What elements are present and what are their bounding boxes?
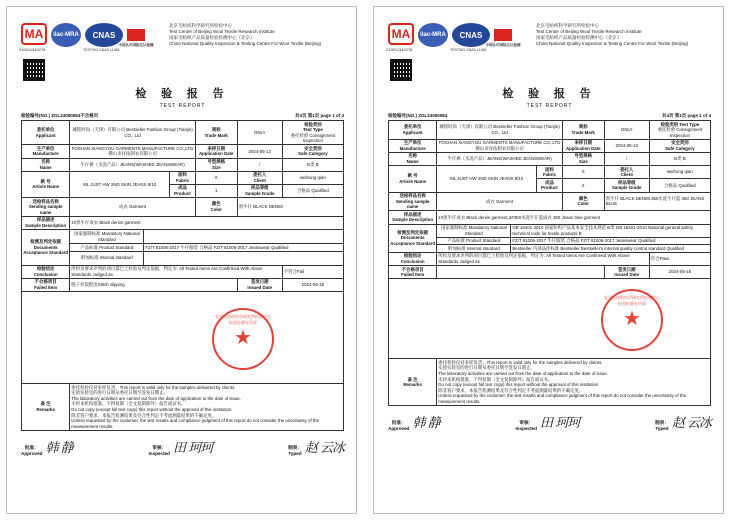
appdate-value: 2024-05-13 xyxy=(237,145,282,158)
report-number: 检验编号(NO.) ZGL24050084不合格页 xyxy=(21,113,99,118)
inspected-signature: 审核： Inspected 田 珂珂 xyxy=(515,416,580,431)
ilac-logo: ilac-MRA xyxy=(51,23,81,47)
issued-value: 2024-05-16 xyxy=(282,278,343,291)
product-standard-label: 产品标准 Product Standard xyxy=(437,237,511,245)
table-row: 备 注 Remarks 委托检验仅对来样负责。This report is valid only for the samples delivered by clients. 实验实验室的进行日期从委托日期至签发日期止。 The laboratory activities are carried out from the date of application to the date of issue. 未经本机构批准，不得复制（全文复制除外）报告或证书。 Do not copy (except full text copy) this report without the approval of this institution 除非客户要求，本报告检测结果及符合性判定不考虑测量结果的不确定度。 Unless requested by the customer, the test results and compliance judgment of this report do not consider the uncertainty of the measurement results. xyxy=(389,359,711,406)
table-row: 生产单位 Manufacture FOSHAN XIANGYOU GARMENTS MANUFACTURE CO.,LTD佛山市祥佑制衣有限公司 来样日期 Application Date 2024-05-13 安全类别 Safe Category xyxy=(389,139,711,152)
table-row: 送检样品名称 Sending sample name 成衣 Garment 颜色 Color 黑牛仔 BLACK DENIM,350水洗牛仔蓝 350 JEANS BLUE xyxy=(389,192,711,211)
report-table xyxy=(388,120,711,406)
testtype-value xyxy=(649,121,710,140)
table-row: 样品描述 Sample Description 1#黑牛仔成衣 Black denim garment xyxy=(22,216,344,229)
report-subtitle: TEST REPORT xyxy=(526,103,573,109)
page-indicator: 共3页 第1页 page 1 of 3 xyxy=(294,113,344,118)
color-value: 黑牛仔 BLACK DENIM xyxy=(237,198,343,217)
product-value: 1 xyxy=(195,184,237,197)
table-row xyxy=(389,237,711,245)
article-value: ML JUST HW 2ND SKIN JEANS 9/10 xyxy=(437,166,537,192)
size-value: / xyxy=(604,152,649,165)
ilac-logo: ilac-MRA xyxy=(418,23,448,47)
report-header xyxy=(388,21,711,79)
ma-logo: MA xyxy=(388,23,414,45)
client-value: weihong qian xyxy=(282,171,343,184)
cma-icon xyxy=(494,29,512,41)
table-row: 款 号 Article Name ML JUST HW 2ND SKIN JEANS 9/10 面料 Fabric 0 委托人 Client weihong qian xyxy=(22,171,344,184)
report-table xyxy=(21,120,344,431)
internal-standard-label: 附加标准 Internal standard xyxy=(70,251,144,265)
conclusion-result: 符合Pass xyxy=(649,252,710,265)
testtype-text: 委托检验 Consignment Inspection xyxy=(657,127,703,138)
institute-block: 北京毛纺织科学研究所检验中心 Test Center of Beijing Wool Textile Research Institute 国家毛纺织产品质量检验检测中心（北京） China National Quality Inspection & Testing Centre For Wool Textile (Beijing) xyxy=(169,23,322,46)
institute-block: 北京毛纺织科学研究所检验中心 Test Center of Beijing Wool Textile Research Institute 国家毛纺织产品质量检验检测中心（北京） China National Quality Inspection & Testing Centre For Wool Textile (Beijing) xyxy=(536,23,689,46)
cma-icon xyxy=(127,29,145,41)
table-row xyxy=(389,279,711,359)
article-value: ML JUST HW 2ND SKIN JEANS 9/10 xyxy=(70,171,170,197)
table-row: 检验结论 Conclusion 所检及要求评判的项目都已上检验及判定依据，判定为: All Tested Items Are Confirmed With Above Standards Judged as 符合Pass xyxy=(389,252,711,265)
report-number-line xyxy=(388,113,711,119)
description-value: 1#黑牛仔成衣 Black denim garment,2#350水洗牛仔蓝成衣 350 Jeans blue garment xyxy=(437,211,711,224)
report-number: 检验编号(NO.) ZGL24050084 xyxy=(388,113,448,118)
name-value: 牛仔裤（水洗产品）JEANS(WASHED JEANSWEAR) xyxy=(70,158,196,171)
mandatory-value: GB 18401-2010 国家纺织产品基本安全技术规范 B类 GB 18401-2010 National general safety technical code for textile products B xyxy=(511,224,711,237)
internal-standard-label: 附加标准 Internal standard xyxy=(437,245,511,253)
table-row: 名称 Name 牛仔裤（水洗产品）JEANS(WASHED JEANSWEAR) 号型规格 Size / B类 B xyxy=(22,158,344,171)
qr-code-icon xyxy=(390,59,412,81)
conclusion-value: 所检及要求评判的项目都已上检验及判定依据，判定为: All Tested Items Are Confirmed With Above Standards Judged as xyxy=(70,265,282,278)
applicant-value: 城铭时尚（天津）有限公司 Bestseller Fashion Group (Tianjin) CO., Ltd xyxy=(437,121,563,140)
cma-logo: 中国认可国际互认检测 xyxy=(494,23,512,53)
table-row: 不合格项目 Failed Item 缝子拉裂程度Stitch slipping 签发日期 Issued Date 2024-05-16 xyxy=(22,278,344,291)
table-row xyxy=(22,251,344,265)
applicant-value: 城铭时尚（天津）有限公司 Bestseller Fashion Group (Tianjin) CO., Ltd xyxy=(70,121,196,145)
typed-signature: 制表： Typed 赵 云冰 xyxy=(288,440,344,456)
typed-signature: 制表： Typed 赵 云冰 xyxy=(655,416,711,431)
fabric-value: 0 xyxy=(195,171,237,184)
trademark-value: ONLY xyxy=(237,121,282,145)
mandatory-value xyxy=(144,230,344,244)
remarks-value: 委托检验仅对来样负责。This report is valid only for the samples delivered by clients. 实验实验室的进行日期从委托日期至签发日期止。 The laboratory activities are carried out from the date of application to the date of issue. 未经本机构批准，不得复制（全文复制除外）报告或证书。 Do not copy (except full text copy) this report without the approval of this institution 除非客户要求，本报告检测结果及符合性判定不考虑测量结果的不确定度。 Unless requested by the customer, the test results and compliance judgment of this report do not consider the uncertainty of the measurement results. xyxy=(70,384,344,431)
cnas-logo: CNAS xyxy=(85,23,123,47)
testtype-label: 检验类别 Test Type xyxy=(660,121,700,127)
report-header xyxy=(21,21,344,79)
report-subtitle: TEST REPORT xyxy=(159,103,206,109)
ma-logo: MA xyxy=(21,23,47,45)
table-row: 成品 Product 1 样品等级 Sample Grade 合格品 Qualified xyxy=(22,184,344,197)
product-standard-value: FZ/T 81006-2017 牛仔服装 合格品 FZ/T 81006-2017 Jeanswear Qualified xyxy=(144,244,344,252)
cnas-number: TESTING CNAS L1484 xyxy=(450,48,487,52)
grade-value: 合格品 Qualified xyxy=(282,184,343,197)
trademark-value: ONLY xyxy=(604,121,649,140)
remarks-value: 委托检验仅对来样负责。This report is valid only for the samples delivered by clients. 实验实验室的进行日期从委托日期至签发日期止。 The laboratory activities are carried out from the date of application to the date of issue. 未经本机构批准，不得复制（全文复制除外）报告或证书。 Do not copy (except full text copy) this report without the approval of this institution 除非客户要求，本报告检测结果及符合性判定不考虑测量结果的不确定度。 Unless requested by the customer, the test results and compliance judgment of this report do not consider the uncertainty of the measurement results. xyxy=(437,359,711,406)
sending-value: 成衣 Garment xyxy=(437,192,563,211)
color-value: 黑牛仔 BLACK DENIM,350水洗牛仔蓝 350 JEANS BLUE xyxy=(604,192,710,211)
star-icon: ★ xyxy=(623,308,641,331)
inspected-signature: 审核： Inspected 田 珂珂 xyxy=(148,440,213,456)
client-value: weihong qian xyxy=(649,166,710,179)
approved-signature: 批准： Approved 韩 静 xyxy=(388,416,440,431)
testtype-cell: 检验类别 Test Type 委托检验 Consignment Inspection xyxy=(282,121,343,145)
seal-area xyxy=(389,279,711,359)
table-row: 不合格项目 Failed Item 签发日期 Issued Date 2024-05-16 xyxy=(389,266,711,279)
table-row xyxy=(389,245,711,253)
qr-code-icon xyxy=(23,59,45,81)
report-sheet-right xyxy=(373,6,724,514)
star-icon: ★ xyxy=(234,327,252,350)
official-seal: 北京毛纺织科学研究所检验中心 检验检测专用章 ★ xyxy=(212,308,274,370)
internal-standard-value: Bestseller 内部品控标准 Bestseller Bestseller's internal quality control standard Qualified xyxy=(511,245,711,253)
table-row: 款 号 Article Name ML JUST HW 2ND SKIN JEANS 9/10 面料 Fabric 0 委托人 Client weihong qian xyxy=(389,166,711,179)
appdate-value: 2024-05-13 xyxy=(604,139,649,152)
table-row: 生产单位 Manufacture FOSHAN XIANGYOU GARMENTS MANUFACTURE CO.,LTD佛山市祥佑制衣有限公司 来样日期 Application Date 2024-05-13 安全类别 Safe Category xyxy=(22,145,344,158)
report-sheet-left xyxy=(6,6,357,514)
table-row: 检测及判定依据 Documents Acceptance Standard 国家强制标准 Mandatory National Standard GB 18401-2010 国家纺织产品基本安全技术规范 B类 GB 18401-2010 National general safety technical code for textile products B xyxy=(389,224,711,237)
ma-number: 210011340278 xyxy=(19,47,46,52)
ma-number: 210011340278 xyxy=(386,47,413,52)
internal-standard-value xyxy=(144,251,344,265)
table-row: 委托单位 Applicant 城铭时尚（天津）有限公司 Bestseller Fashion Group (Tianjin) CO., Ltd 商标 Trade Mark ONLY 检验类别 Test Type 委托检验 Consignment Inspection xyxy=(22,121,344,145)
safecat-value: B类 B xyxy=(649,152,710,165)
report-number-line xyxy=(21,113,344,119)
description-value: 1#黑牛仔成衣 Black denim garment xyxy=(70,216,344,229)
name-value: 牛仔裤（水洗产品）JEANS(WASHED JEANSWEAR) xyxy=(437,152,563,165)
table-row: 成品 Product 2 样品等级 Sample Grade 合格品 Qualified xyxy=(389,179,711,192)
product-standard-label: 产品标准 Product Standard xyxy=(70,244,144,252)
safecat-value: B类 B xyxy=(282,158,343,171)
product-value: 2 xyxy=(562,179,604,192)
report-title: 检 验 报 告 xyxy=(502,88,597,100)
product-standard-value: FZ/T 81006-2017 牛仔服装 合格品 FZ/T 81006-2017 Jeanswear Qualified xyxy=(511,237,711,245)
testtype-value: 委托检验 Consignment Inspection xyxy=(290,132,336,144)
size-value: / xyxy=(237,158,282,171)
cnas-number: TESTING CNAS L1484 xyxy=(83,48,120,52)
sending-value: 成衣 Garment xyxy=(70,198,196,217)
failed-value: 缝子拉裂程度Stitch slipping xyxy=(70,278,237,291)
grade-value: 合格品 Qualified xyxy=(649,179,710,192)
conclusion-result: 不符合Fail xyxy=(282,265,343,278)
table-row xyxy=(22,244,344,252)
table-row: 检测及判定依据 Documents Acceptance Standard 国家强制标准 Mandatory National Standard xyxy=(22,230,344,244)
fabric-value: 0 xyxy=(562,166,604,179)
table-row: 备 注 Remarks 委托检验仅对来样负责。This report is valid only for the samples delivered by clients. 实验实验室的进行日期从委托日期至签发日期止。 The laboratory activities are carried out from the date of application to the date of issue. 未经本机构批准，不得复制（全文复制除外）报告或证书。 Do not copy (except full text copy) this report without the approval of this institution 除非客户要求，本报告检测结果及符合性判定不考虑测量结果的不确定度。 Unless requested by the customer, the test results and compliance judgment of this report do not consider the uncertainty of the measurement results. xyxy=(22,384,344,431)
table-row: 检验结论 Conclusion 所检及要求评判的项目都已上检验及判定依据，判定为: All Tested Items Are Confirmed With Above Standards Judged as 不符合Fail xyxy=(22,265,344,278)
signature-row xyxy=(388,412,711,431)
report-title: 检 验 报 告 xyxy=(135,88,230,100)
table-row: 送检样品名称 Sending sample name 成衣 Garment 颜色 Color 黑牛仔 BLACK DENIM xyxy=(22,198,344,217)
seal-area xyxy=(22,292,344,384)
page-indicator: 共4页 第1页 page 1 of 4 xyxy=(661,113,711,118)
mandatory-label: 国家强制标准 Mandatory National Standard xyxy=(70,230,144,244)
approved-signature: 批准： Approved 韩 静 xyxy=(21,440,73,456)
table-row: 委托单位 Applicant 城铭时尚（天津）有限公司 Bestseller Fashion Group (Tianjin) CO., Ltd 商标 Trade Mark ONLY 检验类别 Test Type 委托检验 Consignment Inspection xyxy=(389,121,711,140)
official-seal: 北京毛纺织科学研究所检验中心 检验检测专用章 ★ xyxy=(601,289,663,351)
cnas-logo: CNAS xyxy=(452,23,490,47)
manufacture-value: FOSHAN XIANGYOU GARMENTS MANUFACTURE CO.,LTD佛山市祥佑制衣有限公司 xyxy=(71,145,194,157)
cma-logo: 中国认可国际互认检测 xyxy=(127,23,145,53)
signature-row xyxy=(21,437,344,456)
manufacture-value: FOSHAN XIANGYOU GARMENTS MANUFACTURE CO.,LTD佛山市祥佑制衣有限公司 xyxy=(438,140,561,151)
table-row xyxy=(22,292,344,384)
conclusion-value: 所检及要求评判的项目都已上检验及判定依据，判定为: All Tested Items Are Confirmed With Above Standards Judged as xyxy=(437,252,649,265)
issued-value: 2024-05-16 xyxy=(649,266,710,279)
mandatory-label: 国家强制标准 Mandatory National Standard xyxy=(437,224,511,237)
table-row: 名称 Name 牛仔裤（水洗产品）JEANS(WASHED JEANSWEAR) 号型规格 Size / B类 B xyxy=(389,152,711,165)
table-row: 样品描述 Sample Description 1#黑牛仔成衣 Black denim garment,2#350水洗牛仔蓝成衣 350 Jeans blue garment xyxy=(389,211,711,224)
failed-value xyxy=(437,266,604,279)
